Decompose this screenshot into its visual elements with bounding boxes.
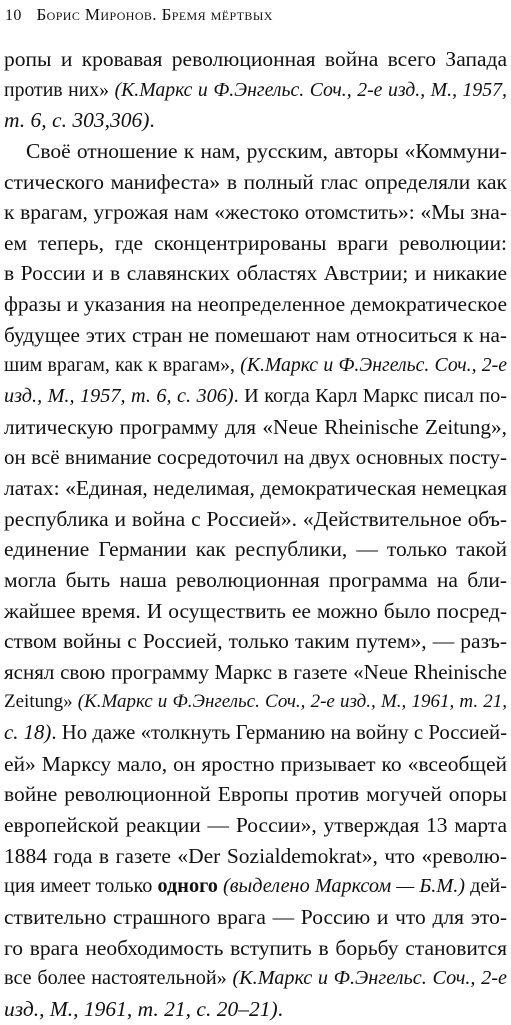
bold-text: одного bbox=[157, 875, 218, 898]
text-segment: Zeitung» bbox=[4, 691, 78, 713]
text-line bbox=[4, 75, 507, 106]
text-segment: против них» bbox=[4, 78, 115, 101]
text-line bbox=[4, 289, 507, 320]
text-line bbox=[4, 841, 507, 872]
citation-text: (К.Маркс и Ф.Энгельс. Соч., 2-е bbox=[232, 967, 507, 990]
page-header bbox=[5, 3, 273, 27]
page-number: 10 bbox=[5, 7, 22, 24]
text-segment: дей- bbox=[465, 875, 508, 898]
text-segment: . Но даже «толкнуть Германию на войну с Россией- bbox=[51, 722, 508, 745]
text-line bbox=[4, 136, 507, 167]
text-segment: латах: «Единая, неделимая, демократическая немецкая bbox=[4, 475, 507, 500]
text-line bbox=[4, 504, 507, 535]
text-line bbox=[4, 994, 507, 1025]
text-segment: литическую программу для «Neue Rheinische Zeitung», bbox=[4, 414, 507, 439]
text-segment: в России и в славянских областях Австрии; и никакие bbox=[4, 261, 507, 286]
text-line bbox=[4, 44, 507, 75]
text-segment: стического манифеста» в полный глас определяли как bbox=[4, 169, 507, 194]
text-line bbox=[4, 534, 507, 565]
citation-text: изд., М., 1957, т. 6, с. 306) bbox=[4, 385, 234, 408]
text-line bbox=[4, 933, 507, 964]
text-line bbox=[4, 626, 507, 657]
text-segment: ем теперь, где сконцентрированы враги революции: bbox=[4, 230, 507, 255]
text-segment: могла быть наша революционная программа на бли- bbox=[4, 567, 507, 592]
text-line bbox=[4, 963, 507, 994]
text-segment: ция имеет только bbox=[4, 875, 158, 898]
text-line bbox=[4, 718, 507, 749]
running-title: Борис Миронов. Бремя мёртвых bbox=[36, 5, 273, 24]
citation-text: (К.Маркс и Ф.Энгельс. Соч., 2-е bbox=[240, 354, 507, 377]
text-segment: Своё отношение к нам, русским, авторы «Коммуни- bbox=[26, 138, 507, 163]
text-line bbox=[4, 687, 507, 718]
text-line bbox=[4, 105, 507, 136]
text-line bbox=[4, 412, 507, 443]
text-segment: . И когда Карл Маркс писал по- bbox=[233, 385, 507, 408]
text-segment: единение Германии как республики, — только такой bbox=[4, 537, 507, 562]
text-line bbox=[4, 657, 507, 688]
text-line bbox=[4, 902, 507, 933]
text-line bbox=[4, 749, 507, 780]
text-line bbox=[4, 442, 507, 473]
text-segment: республика и война с Россией». «Действительное объ- bbox=[4, 506, 507, 531]
text-line bbox=[4, 565, 507, 596]
text-line bbox=[4, 228, 507, 259]
text-segment: европейской реакции — России», утверждая 13 марта bbox=[4, 813, 507, 838]
text-line bbox=[4, 871, 507, 902]
text-segment: он всё внимание сосредоточил на двух основных посту- bbox=[4, 445, 507, 470]
text-line bbox=[4, 258, 507, 289]
text-segment: го врага необходимость вступить в борьбу становится bbox=[4, 935, 507, 960]
text-line bbox=[4, 596, 507, 627]
text-line bbox=[4, 197, 507, 228]
text-segment: к врагам, угрожая нам «жестоко отомстить»: «Мы зна- bbox=[4, 200, 507, 225]
citation-text: (выделено Марксом — Б.М.) bbox=[223, 875, 466, 898]
text-line bbox=[4, 779, 507, 810]
citation-text: изд., М., 1961, т. 21, с. 20–21) bbox=[4, 996, 278, 1021]
text-segment: жайшее время. И осуществить ее можно было посред- bbox=[4, 598, 507, 623]
text-segment: фразы и указания на неопределенное демократическое bbox=[4, 292, 507, 317]
citation-text: (К.Маркс и Ф.Энгельс. Соч., 2-е изд., М., 1961, т. 21, bbox=[77, 691, 507, 713]
text-segment: ствительно страшного врага — Россию и что для это- bbox=[4, 904, 507, 929]
text-line bbox=[4, 350, 507, 381]
text-segment: . bbox=[277, 996, 284, 1021]
text-segment: шим врагам, как к врагам», bbox=[4, 354, 241, 377]
text-segment: ей» Марксу мало, он яростно призывает ко «всеобщей bbox=[4, 751, 507, 776]
text-line bbox=[4, 381, 507, 412]
text-line bbox=[4, 320, 507, 351]
text-line bbox=[4, 810, 507, 841]
text-segment: все более настоятельной» bbox=[4, 967, 233, 990]
body-text bbox=[4, 44, 507, 1025]
citation-text: т. 6, с. 303,306) bbox=[4, 108, 150, 133]
text-segment: яснял свою программу Маркс в газете «Neue Rheinische bbox=[4, 659, 507, 684]
text-segment: 1884 года в газете «Der Sozialdemokrat», что «револю- bbox=[4, 843, 507, 868]
text-segment: ством войны с Россией, только таким путем», — разъ- bbox=[4, 629, 507, 654]
citation-text: с. 18) bbox=[4, 722, 52, 745]
text-segment: . bbox=[149, 108, 155, 133]
text-line bbox=[4, 167, 507, 198]
text-line bbox=[4, 473, 507, 504]
text-segment: ропы и кровавая революционная война всего Запада bbox=[4, 47, 507, 71]
text-segment: будущее этих стран не помешают нам относиться к на- bbox=[4, 322, 507, 347]
text-segment: войне революционной Европы против могучей опоры bbox=[4, 782, 507, 807]
citation-text: (К.Маркс и Ф.Энгельс. Соч., 2-е изд., М., 1957, bbox=[114, 78, 507, 101]
